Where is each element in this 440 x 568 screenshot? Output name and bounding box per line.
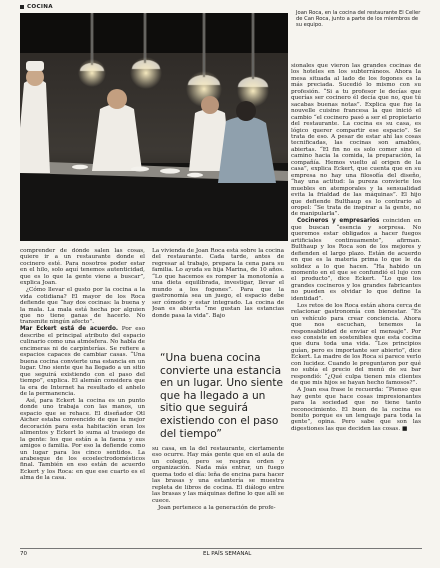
section-title: COCINA xyxy=(27,4,53,10)
paragraph: La vivienda de Joan Roca está sobre la cocina del restaurante. Cada tarde, antes de regresar al trabajo, prepara la cena para su familia. Lo ayuda su hija Marina, de 10 años. “Lo que hacemos es romper la monotonía a una dieta equilibrada, investigar, llevar el mundo a los fogones”. Para que la gastronomía sea un juego, el espacio debe ser cómodo y estar integrado. La cocina de Joan es abierta “me gustan las estancias donde pasa la vida”. Bajo xyxy=(152,248,284,319)
paragraph: A Joan esa frase le recuerda: “Pienso que hay gente que hace cosas impresionantes para la sociedad que no tiene tanto reconocimiento. El buen de la cocina es bonito porque es un lenguaje para toda la gente”, opina. Pero sabe que son las digestiones las que deciden las cosas. ■ xyxy=(291,387,421,432)
paragraph: su casa, en la del restaurante, ciertamente eso ocurre. Hay más gente que en el aula de un colegio, pero se respira orden y organización. Nada más entrar, un fuego quema todo el día: leña de encina para hacer las brasas y una estantería se muestra repleta de libros de cocina. El diálogo entre las brasas y las máquinas define lo que allí se cuece. xyxy=(152,446,284,504)
paragraph-text: Por eso describe el principal atributo del espacio culinario como una atmósfera. No habla de encimeras ni de carpinterías. Se refiere a espacios capaces de cambiar casas. “Una buena cocina convierte una estancia en un lugar. Uno siente que ha llegado a un sitio que seguirá existiendo con el paso del tiempo”, explica. El alemán considera que la era de Internet ha resultado el anhelo de la permanencia. xyxy=(20,326,145,397)
footer-rule xyxy=(20,548,422,549)
kitchen-scene-illustration xyxy=(20,13,288,241)
paragraph: comprender de dónde salen las cosas, quiere ir a un restaurante donde el cocinero esté. Para nosotros poder estar en el hilo, solo aquí tenemos autenticidad, que es lo que la gente viene a buscar”, explica Joan. xyxy=(20,248,145,287)
kitchen-photo xyxy=(20,13,288,241)
article-column-1 xyxy=(20,248,145,556)
paragraph-lead-in: Cocineros y empresarios xyxy=(297,218,380,225)
publication-name: EL PAÍS SEMANAL xyxy=(203,551,252,557)
section-label xyxy=(20,4,53,10)
paragraph: Los retos de los Roca están ahora cerca de relacionar gastronomía con bienestar. “Es un vehículo para crear conciencia. Ahora que nos escuchan, tenemos la responsabilidad de enviar el mensaje”. Por eso consiste en sostenibles que esta cocina que dura toda una vida. “Los principios guían, pero es importante ser abierto”, dice Eckert. La madre de los Roca sí parece verlo con lucidez. Cuando le preguntaron por qué no subía el precio del menú de su bar respondió: “¿Qué culpa tienen mis clientes de que mis hijos se hayan hecho famosos?”. xyxy=(291,302,421,387)
paragraph: ¿Cómo llevar el gusto por la cocina a la vida cotidiana? El mayor de los Roca defiende que “hay dos cocinas: la buena y la mala. La mala está hecha por alguien que no tiene ganas de hacerlo. No transmite ningún afecto”. xyxy=(20,287,145,326)
paragraph xyxy=(291,218,421,302)
section-marker-icon xyxy=(20,5,24,9)
article-column-2-continued xyxy=(152,446,284,556)
paragraph-lead-in: Mar Eckert está de acuerdo. xyxy=(20,326,119,333)
paragraph: Joan pertenece a la generación de profe- xyxy=(158,504,276,511)
paragraph: sionales que vieron las grandes cocinas de los hoteles en los subterráneos. Ahora la mesa situada al lado de los fogones es la más preciada. Sucedió lo mismo con su profesión. “Si a tu profesor le decías que querías ser cocinero él decía que no, que tú sacabas buenas notas”. Explica que fue la nouvelle cuisine francesa la que inició el cambio “el cocinero pasó a ser el propietario del restaurante. La cocina es su casa, es lógico querer compartir ese espacio”. Se trata de eso. A pesar de estar ahí las cosas tecnificadas, las cocinas son amables, abiertas. “El fin no es solo comer sino el camino hacia la comida, la preparación, la compañía. Hemos vuelto al origen de la casa”, explica Eckert, que cuenta que en su empresa no hay una filosofía del diseño, “hay una actitud: la pureza convierte los muebles en atemporales y la sensualidad evita la frialdad de las máquinas”. El hijo que defiende Bulthaup es lo contrario al oropel: “Se trata de inspirar a la gente, no de manipularla”. xyxy=(291,63,421,218)
pull-quote: “Una buena cocina convierte una estancia en un lugar. Uno siente que ha llegado a un sitio que seguirá existiendo con el paso del tiempo” xyxy=(160,352,284,440)
photo-caption: Joan Roca, en la cocina del restaurante El Celler de Can Roca, junto a parte de los miembros de su equipo. xyxy=(296,10,421,29)
page-number: 70 xyxy=(20,551,27,557)
paragraph-text: coinciden en que buscan “esencia y sorpresa. No queremos estar obligados a hacer fuegos artificiales continuamente”, afirman. Bulthaup y los Roca son de los mejores y defienden el largo plazo. Están de acuerdo en que es la materia prima lo que le da solidez a lo que hacen. “Ha habido un momento en el que se confundió el lujo con el producto”, dice Eckert. “Lo que los grandes cocineros y los grandes fabricantes no pueden es olvidar lo que define la identidad”. xyxy=(291,218,421,302)
paragraph xyxy=(20,326,145,397)
article-column-3 xyxy=(291,63,421,549)
paragraph: Así, para Eckert la cocina es un punto donde uno trabaja con las manos, un espacio que se rehace. El diseñador Otl Aicher estaba convencido de que la mejor decoración para esta habitación eran los alimentos y Eckert lo suma al trasiego de la gente: los que están a la faena y sus amigos o familia. Por eso la defiende como un lugar para los cinco sentidos. La arabesque de los ecoelectrodomésticos final. También en eso están de acuerdo Eckert y los Roca: en que ese cuarto es el alma de la casa. xyxy=(20,397,145,482)
